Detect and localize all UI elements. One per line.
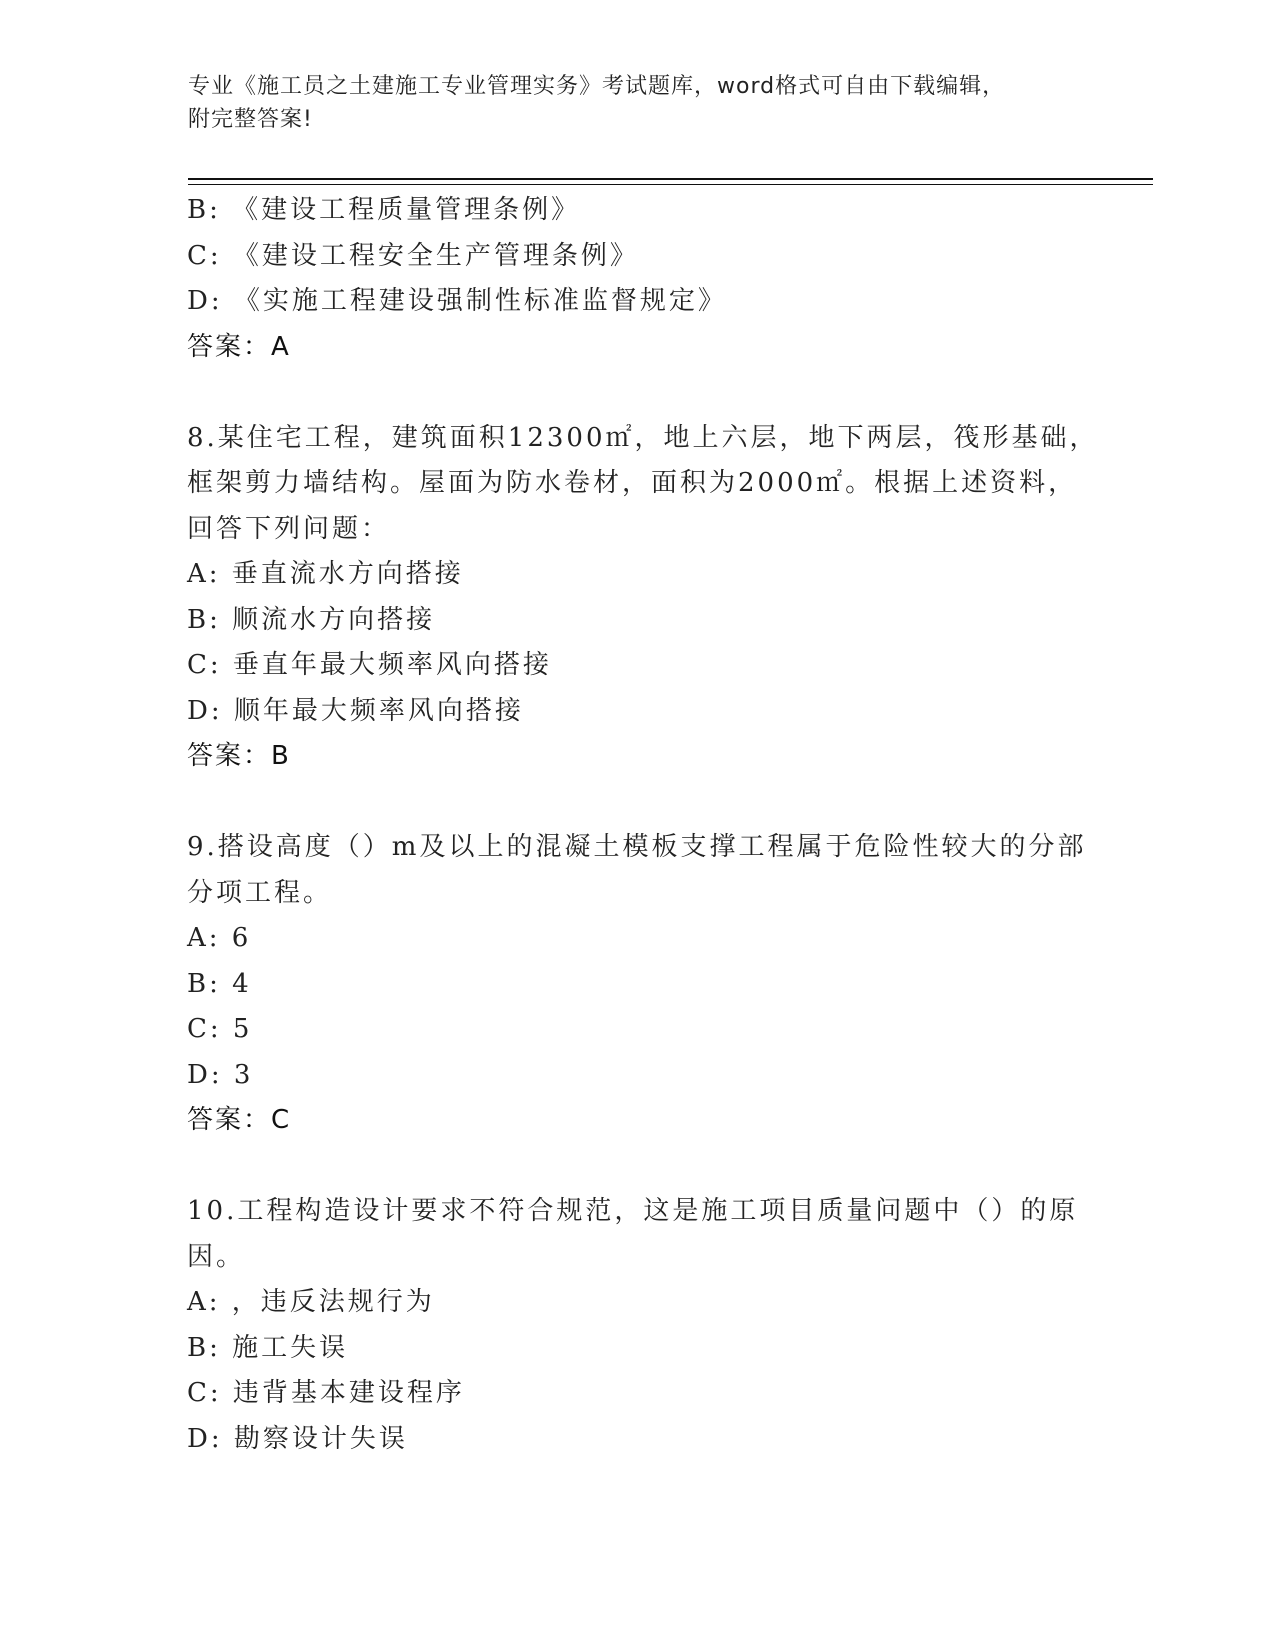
question-9: [187, 825, 1087, 1144]
question-9-option-b: B: 4: [187, 968, 252, 999]
question-7-option-c: C: 《建设工程安全生产管理条例》: [187, 240, 639, 271]
question-8: [187, 416, 1099, 780]
question-9-stem-line-2: 分项工程。: [187, 877, 333, 908]
question-7-answer: 答案：A: [187, 331, 291, 362]
question-list: [187, 188, 1099, 1462]
header-line-1: 专业《施工员之土建施工专业管理实务》考试题库，word格式可自由下载编辑，: [188, 74, 1006, 99]
header-line-2: 附完整答案!: [188, 107, 313, 132]
document-header: [188, 70, 1088, 136]
question-9-option-a: A: 6: [187, 923, 252, 953]
question-10-option-a: A: ，违反法规行为: [187, 1287, 435, 1317]
spacer: [187, 370, 1087, 416]
question-9-option-c: C: 5: [187, 1014, 253, 1044]
question-7-option-d: D: 《实施工程建设强制性标准监督规定》: [187, 286, 727, 316]
question-9-answer: 答案：C: [187, 1105, 292, 1135]
spacer: [187, 1144, 1087, 1190]
question-8-option-b: B: 顺流水方向搭接: [187, 604, 436, 635]
header-divider-thin: [188, 184, 1153, 185]
spacer: [187, 780, 1087, 826]
question-8-option-d: D: 顺年最大频率风向搭接: [187, 695, 524, 726]
question-7: [187, 188, 1087, 370]
question-10-option-b: B: 施工失误: [187, 1332, 349, 1363]
header-divider-thick: [188, 178, 1153, 180]
question-10: [187, 1189, 1087, 1462]
question-8-stem-line-2: 框架剪力墙结构。屋面为防水卷材，面积为2000㎡。根据上述资料，: [187, 468, 1078, 498]
question-8-answer: 答案：B: [187, 741, 291, 771]
question-8-option-a: A: 垂直流水方向搭接: [187, 559, 464, 589]
question-10-stem-line-1: 10.工程构造设计要求不符合规范，这是施工项目质量问题中（）的原: [187, 1196, 1079, 1226]
question-10-option-c: C: 违背基本建设程序: [187, 1378, 465, 1408]
question-9-stem-line-1: 9.搭设高度（）m及以上的混凝土模板支撑工程属于危险性较大的分部: [187, 832, 1087, 862]
question-9-option-d: D: 3: [187, 1059, 254, 1090]
question-8-stem-line-3: 回答下列问题：: [187, 513, 391, 544]
question-8-stem-line-1: 8.某住宅工程，建筑面积12300㎡，地上六层，地下两层，筏形基础，: [187, 422, 1099, 453]
question-7-option-b: B: 《建设工程质量管理条例》: [187, 195, 581, 225]
question-8-option-c: C: 垂直年最大频率风向搭接: [187, 650, 552, 680]
question-10-stem-line-2: 因。: [187, 1241, 246, 1272]
question-10-option-d: D: 勘察设计失误: [187, 1423, 408, 1454]
